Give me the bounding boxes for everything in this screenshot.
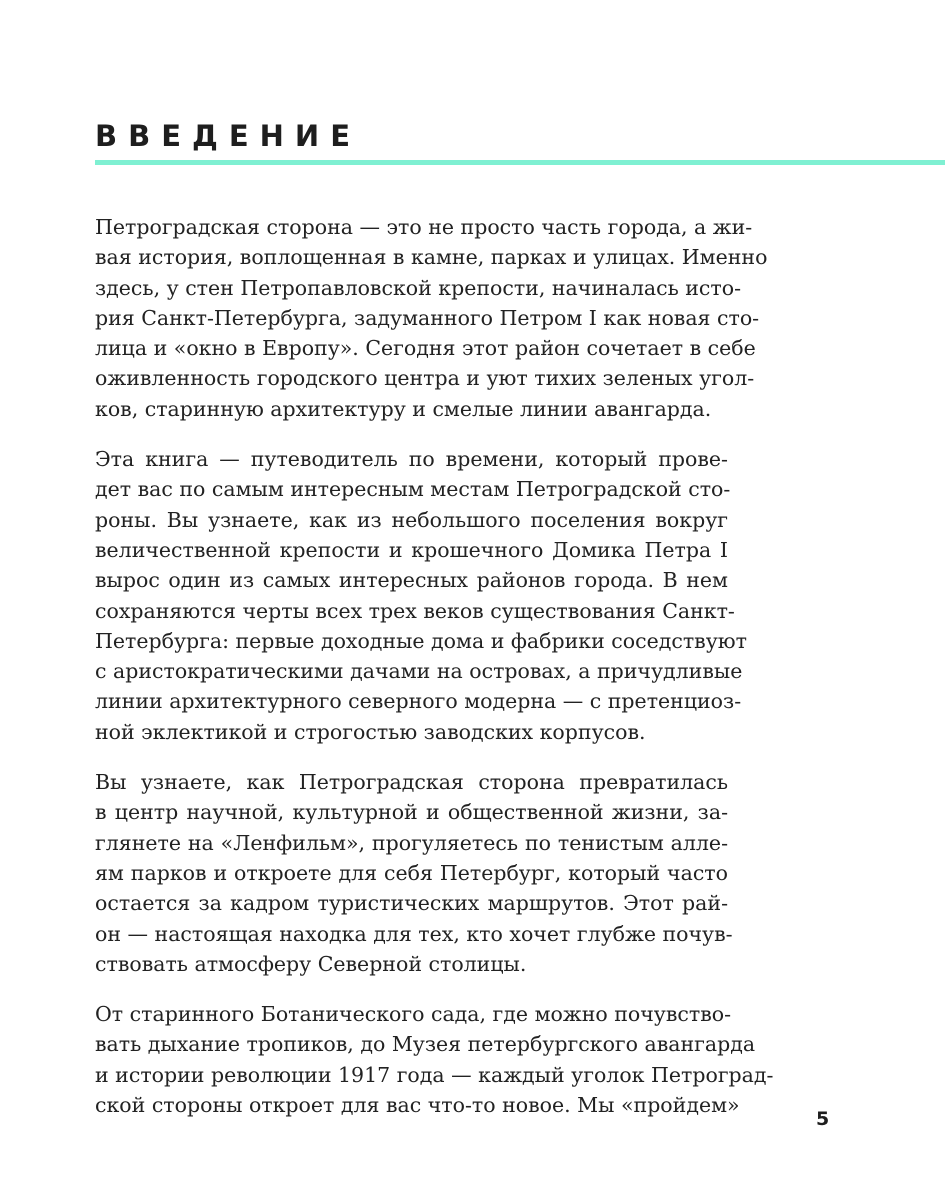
text-line: оживленность городского центра и уют тихих зеленых угол- xyxy=(95,366,755,391)
text-line: ствовать атмосферу Северной столицы. xyxy=(95,951,527,976)
text-line: ков, старинную архитектуру и смелые линии авангарда. xyxy=(95,396,712,421)
text-line: с аристократическими дачами на островах, а причудливые xyxy=(95,659,743,684)
text-line: в центр научной, культурной и общественной жизни, за- xyxy=(95,800,728,825)
text-line: Петроградская сторона — это не просто часть города, а жи- xyxy=(95,215,753,239)
text-line: ной эклектикой и строгостью заводских корпусов. xyxy=(95,719,646,744)
paragraph xyxy=(95,444,747,747)
body-text xyxy=(95,212,774,1140)
text-line: От старинного Ботанического сада, где можно почувство- xyxy=(95,1002,732,1027)
page-number: 5 xyxy=(816,1108,830,1130)
text-line: глянете на «Ленфильм», прогуляетесь по тенистым алле- xyxy=(95,830,728,855)
text-line: сохраняются черты всех трех веков существования Санкт- xyxy=(95,598,735,623)
paragraph xyxy=(95,767,733,979)
text-line: ям парков и откроете для себя Петербург, который часто xyxy=(95,860,728,885)
text-line: и истории революции 1917 года — каждый уголок Петроград- xyxy=(95,1062,774,1087)
text-line: здесь, у стен Петропавловской крепости, начиналась исто- xyxy=(95,275,742,300)
text-line: остается за кадром туристических маршрутов. Этот рай- xyxy=(95,891,728,916)
paragraph xyxy=(95,212,768,424)
text-line: рия Санкт-Петербурга, задуманного Петром I как новая сто- xyxy=(95,305,760,330)
text-line: роны. Вы узнаете, как из небольшого поселения вокруг xyxy=(95,507,728,532)
text-line: величественной крепости и крошечного Домика Петра I xyxy=(95,537,728,562)
text-line: Вы узнаете, как Петроградская сторона превратилась xyxy=(95,770,728,795)
text-line: дет вас по самым интересным местам Петроградской сто- xyxy=(95,477,731,502)
chapter-title: ВВЕДЕНИЕ xyxy=(95,119,362,153)
text-line: лица и «окно в Европу». Сегодня этот район сочетает в себе xyxy=(95,336,756,361)
text-line: линии архитектурного северного модерна — с претенциоз- xyxy=(95,689,742,714)
text-line: ской стороны откроет для вас что-то новое. Мы «пройдем» xyxy=(95,1093,740,1118)
text-line: Эта книга — путеводитель по времени, который прове- xyxy=(95,447,728,472)
paragraph xyxy=(95,999,774,1120)
text-line: вая история, воплощенная в камне, парках и улицах. Именно xyxy=(95,245,768,270)
title-underline-rule xyxy=(95,160,945,165)
text-line: вать дыхание тропиков, до Музея петербургского авангарда xyxy=(95,1032,756,1057)
text-line: Петербурга: первые доходные дома и фабрики соседствуют xyxy=(95,628,747,653)
text-line: вырос один из самых интересных районов города. В нем xyxy=(95,568,728,593)
text-line: он — настоящая находка для тех, кто хочет глубже почув- xyxy=(95,921,733,946)
